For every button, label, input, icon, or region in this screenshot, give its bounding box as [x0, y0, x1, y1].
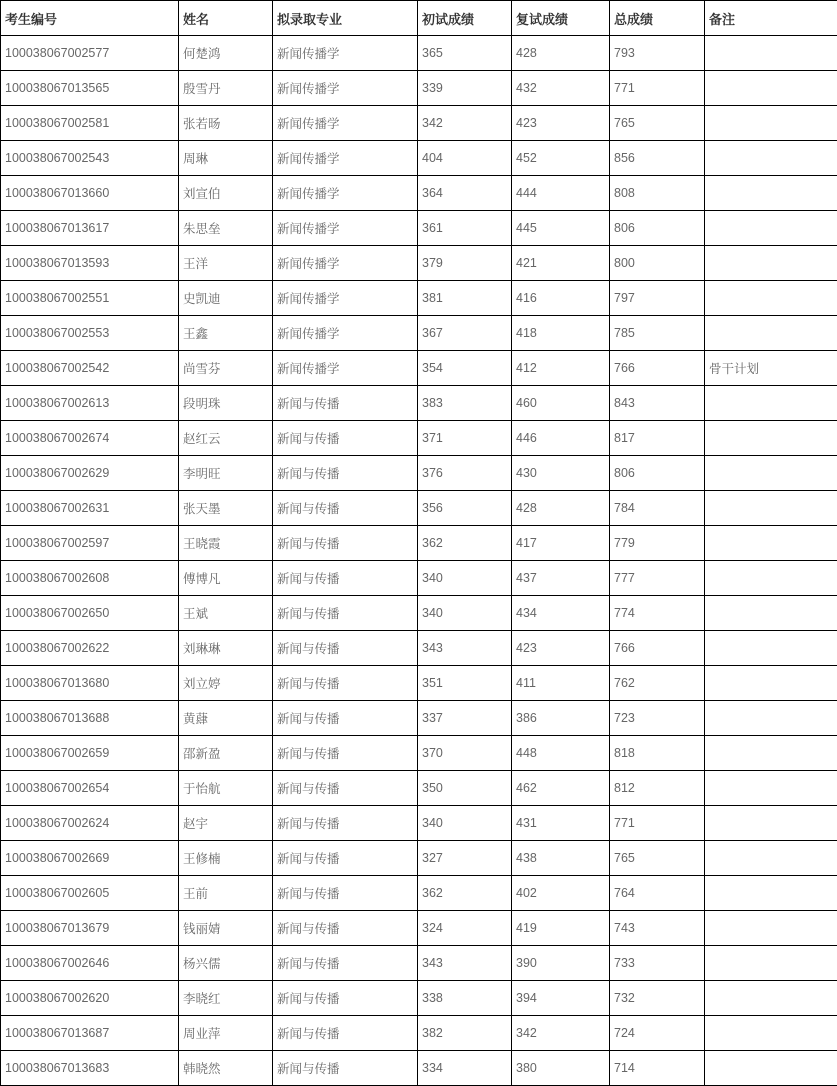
cell-retest-score: 432 — [512, 71, 610, 106]
cell-name: 王鑫 — [179, 316, 273, 351]
cell-major: 新闻传播学 — [273, 316, 418, 351]
cell-major: 新闻传播学 — [273, 246, 418, 281]
cell-retest-score: 430 — [512, 456, 610, 491]
table-row — [1, 701, 837, 736]
cell-retest-score: 448 — [512, 736, 610, 771]
table-row — [1, 386, 837, 421]
cell-total-score: 817 — [610, 421, 705, 456]
cell-candidate-id: 100038067002605 — [1, 876, 179, 911]
cell-major: 新闻与传播 — [273, 526, 418, 561]
cell-candidate-id: 100038067002674 — [1, 421, 179, 456]
cell-initial-score: 327 — [418, 841, 512, 876]
cell-name: 史凯迪 — [179, 281, 273, 316]
cell-retest-score: 342 — [512, 1016, 610, 1051]
cell-major: 新闻与传播 — [273, 666, 418, 701]
cell-initial-score: 324 — [418, 911, 512, 946]
cell-total-score: 812 — [610, 771, 705, 806]
cell-name: 朱思垒 — [179, 211, 273, 246]
cell-total-score: 818 — [610, 736, 705, 771]
cell-name: 刘立婷 — [179, 666, 273, 701]
cell-total-score: 766 — [610, 631, 705, 666]
table-row — [1, 421, 837, 456]
cell-total-score: 732 — [610, 981, 705, 1016]
cell-initial-score: 376 — [418, 456, 512, 491]
cell-name: 尚雪芬 — [179, 351, 273, 386]
cell-initial-score: 342 — [418, 106, 512, 141]
cell-retest-score: 402 — [512, 876, 610, 911]
cell-remark — [705, 701, 837, 736]
cell-remark — [705, 876, 837, 911]
cell-name: 杨兴儒 — [179, 946, 273, 981]
cell-retest-score: 418 — [512, 316, 610, 351]
cell-total-score: 793 — [610, 36, 705, 71]
header-candidate-id: 考生编号 — [1, 1, 179, 36]
cell-initial-score: 381 — [418, 281, 512, 316]
cell-candidate-id: 100038067002622 — [1, 631, 179, 666]
cell-remark — [705, 736, 837, 771]
cell-total-score: 733 — [610, 946, 705, 981]
cell-total-score: 806 — [610, 456, 705, 491]
cell-name: 李晓红 — [179, 981, 273, 1016]
cell-candidate-id: 100038067013687 — [1, 1016, 179, 1051]
cell-name: 于怡航 — [179, 771, 273, 806]
cell-candidate-id: 100038067002608 — [1, 561, 179, 596]
table-row — [1, 806, 837, 841]
cell-major: 新闻传播学 — [273, 211, 418, 246]
cell-remark — [705, 561, 837, 596]
cell-retest-score: 446 — [512, 421, 610, 456]
table-row — [1, 596, 837, 631]
header-row — [1, 1, 837, 36]
cell-total-score: 765 — [610, 841, 705, 876]
cell-total-score: 843 — [610, 386, 705, 421]
cell-major: 新闻与传播 — [273, 1051, 418, 1086]
cell-candidate-id: 100038067013565 — [1, 71, 179, 106]
cell-remark — [705, 911, 837, 946]
table-row — [1, 211, 837, 246]
cell-total-score: 797 — [610, 281, 705, 316]
cell-remark — [705, 526, 837, 561]
table-row — [1, 281, 837, 316]
cell-initial-score: 343 — [418, 946, 512, 981]
cell-name: 韩晓然 — [179, 1051, 273, 1086]
cell-initial-score: 343 — [418, 631, 512, 666]
table-row — [1, 71, 837, 106]
cell-remark — [705, 281, 837, 316]
cell-total-score: 723 — [610, 701, 705, 736]
cell-candidate-id: 100038067002553 — [1, 316, 179, 351]
header-retest-score: 复试成绩 — [512, 1, 610, 36]
cell-major: 新闻与传播 — [273, 421, 418, 456]
cell-candidate-id: 100038067013680 — [1, 666, 179, 701]
cell-candidate-id: 100038067002597 — [1, 526, 179, 561]
cell-total-score: 771 — [610, 806, 705, 841]
cell-total-score: 771 — [610, 71, 705, 106]
cell-remark — [705, 631, 837, 666]
cell-remark — [705, 666, 837, 701]
cell-name: 赵红云 — [179, 421, 273, 456]
cell-initial-score: 362 — [418, 526, 512, 561]
cell-major: 新闻传播学 — [273, 36, 418, 71]
cell-remark — [705, 1016, 837, 1051]
cell-candidate-id: 100038067002543 — [1, 141, 179, 176]
cell-retest-score: 386 — [512, 701, 610, 736]
table-row — [1, 1051, 837, 1086]
cell-remark — [705, 246, 837, 281]
cell-name: 张若旸 — [179, 106, 273, 141]
cell-candidate-id: 100038067002551 — [1, 281, 179, 316]
cell-major: 新闻与传播 — [273, 946, 418, 981]
cell-total-score: 766 — [610, 351, 705, 386]
cell-major: 新闻与传播 — [273, 631, 418, 666]
cell-name: 王前 — [179, 876, 273, 911]
cell-major: 新闻传播学 — [273, 141, 418, 176]
cell-total-score: 762 — [610, 666, 705, 701]
cell-remark — [705, 1051, 837, 1086]
cell-name: 段明珠 — [179, 386, 273, 421]
cell-candidate-id: 100038067002669 — [1, 841, 179, 876]
cell-name: 钱丽婧 — [179, 911, 273, 946]
cell-retest-score: 411 — [512, 666, 610, 701]
cell-retest-score: 423 — [512, 631, 610, 666]
cell-retest-score: 380 — [512, 1051, 610, 1086]
cell-major: 新闻与传播 — [273, 876, 418, 911]
table-row — [1, 491, 837, 526]
table-row — [1, 1016, 837, 1051]
cell-major: 新闻与传播 — [273, 911, 418, 946]
cell-retest-score: 423 — [512, 106, 610, 141]
cell-major: 新闻与传播 — [273, 841, 418, 876]
cell-major: 新闻与传播 — [273, 701, 418, 736]
cell-name: 周业萍 — [179, 1016, 273, 1051]
header-remark: 备注 — [705, 1, 837, 36]
cell-candidate-id: 100038067002659 — [1, 736, 179, 771]
cell-remark — [705, 491, 837, 526]
cell-candidate-id: 100038067002650 — [1, 596, 179, 631]
cell-remark — [705, 456, 837, 491]
cell-initial-score: 334 — [418, 1051, 512, 1086]
cell-retest-score: 390 — [512, 946, 610, 981]
cell-candidate-id: 100038067002631 — [1, 491, 179, 526]
table-row — [1, 246, 837, 281]
cell-remark — [705, 841, 837, 876]
cell-retest-score: 438 — [512, 841, 610, 876]
cell-candidate-id: 100038067002624 — [1, 806, 179, 841]
cell-initial-score: 379 — [418, 246, 512, 281]
cell-retest-score: 431 — [512, 806, 610, 841]
cell-initial-score: 356 — [418, 491, 512, 526]
cell-major: 新闻传播学 — [273, 71, 418, 106]
cell-name: 殷雪丹 — [179, 71, 273, 106]
cell-retest-score: 421 — [512, 246, 610, 281]
table-row — [1, 771, 837, 806]
table-row — [1, 351, 837, 386]
cell-total-score: 724 — [610, 1016, 705, 1051]
cell-major: 新闻与传播 — [273, 771, 418, 806]
cell-total-score: 764 — [610, 876, 705, 911]
cell-remark — [705, 596, 837, 631]
table-row — [1, 981, 837, 1016]
cell-initial-score: 338 — [418, 981, 512, 1016]
cell-remark — [705, 421, 837, 456]
cell-candidate-id: 100038067002613 — [1, 386, 179, 421]
cell-total-score: 856 — [610, 141, 705, 176]
cell-remark — [705, 946, 837, 981]
cell-major: 新闻传播学 — [273, 176, 418, 211]
cell-name: 王修楠 — [179, 841, 273, 876]
cell-candidate-id: 100038067002629 — [1, 456, 179, 491]
cell-name: 黄蕼 — [179, 701, 273, 736]
cell-total-score: 765 — [610, 106, 705, 141]
table-row — [1, 841, 837, 876]
cell-name: 刘宣伯 — [179, 176, 273, 211]
table-row — [1, 561, 837, 596]
table-row — [1, 176, 837, 211]
cell-candidate-id: 100038067013617 — [1, 211, 179, 246]
cell-name: 刘琳琳 — [179, 631, 273, 666]
cell-name: 赵宇 — [179, 806, 273, 841]
cell-candidate-id: 100038067013679 — [1, 911, 179, 946]
cell-initial-score: 350 — [418, 771, 512, 806]
table-row — [1, 666, 837, 701]
cell-major: 新闻传播学 — [273, 281, 418, 316]
cell-total-score: 806 — [610, 211, 705, 246]
cell-candidate-id: 100038067013688 — [1, 701, 179, 736]
cell-total-score: 714 — [610, 1051, 705, 1086]
cell-initial-score: 365 — [418, 36, 512, 71]
table-row — [1, 876, 837, 911]
cell-total-score: 784 — [610, 491, 705, 526]
cell-initial-score: 351 — [418, 666, 512, 701]
cell-initial-score: 364 — [418, 176, 512, 211]
cell-major: 新闻与传播 — [273, 596, 418, 631]
table-row — [1, 526, 837, 561]
cell-initial-score: 361 — [418, 211, 512, 246]
table-row — [1, 946, 837, 981]
cell-initial-score: 367 — [418, 316, 512, 351]
cell-total-score: 808 — [610, 176, 705, 211]
table-row — [1, 631, 837, 666]
cell-initial-score: 383 — [418, 386, 512, 421]
cell-name: 周琳 — [179, 141, 273, 176]
header-name: 姓名 — [179, 1, 273, 36]
cell-initial-score: 339 — [418, 71, 512, 106]
cell-total-score: 785 — [610, 316, 705, 351]
cell-total-score: 743 — [610, 911, 705, 946]
cell-name: 王晓霞 — [179, 526, 273, 561]
table-row — [1, 316, 837, 351]
cell-candidate-id: 100038067013683 — [1, 1051, 179, 1086]
cell-candidate-id: 100038067002620 — [1, 981, 179, 1016]
cell-candidate-id: 100038067002577 — [1, 36, 179, 71]
cell-total-score: 779 — [610, 526, 705, 561]
table-row — [1, 106, 837, 141]
cell-initial-score: 370 — [418, 736, 512, 771]
cell-remark — [705, 106, 837, 141]
header-major: 拟录取专业 — [273, 1, 418, 36]
table-row — [1, 736, 837, 771]
cell-name: 何楚鸿 — [179, 36, 273, 71]
cell-retest-score: 452 — [512, 141, 610, 176]
cell-name: 王洋 — [179, 246, 273, 281]
table-row — [1, 141, 837, 176]
cell-candidate-id: 100038067002542 — [1, 351, 179, 386]
cell-major: 新闻与传播 — [273, 491, 418, 526]
cell-candidate-id: 100038067002646 — [1, 946, 179, 981]
cell-retest-score: 444 — [512, 176, 610, 211]
cell-retest-score: 428 — [512, 491, 610, 526]
cell-total-score: 800 — [610, 246, 705, 281]
cell-initial-score: 371 — [418, 421, 512, 456]
cell-name: 傅博凡 — [179, 561, 273, 596]
cell-retest-score: 445 — [512, 211, 610, 246]
cell-initial-score: 340 — [418, 806, 512, 841]
cell-retest-score: 419 — [512, 911, 610, 946]
cell-major: 新闻与传播 — [273, 981, 418, 1016]
cell-remark — [705, 771, 837, 806]
cell-remark — [705, 71, 837, 106]
cell-major: 新闻与传播 — [273, 456, 418, 491]
cell-retest-score: 460 — [512, 386, 610, 421]
cell-retest-score: 394 — [512, 981, 610, 1016]
cell-major: 新闻与传播 — [273, 806, 418, 841]
cell-retest-score: 416 — [512, 281, 610, 316]
cell-candidate-id: 100038067002654 — [1, 771, 179, 806]
cell-remark — [705, 386, 837, 421]
cell-retest-score: 412 — [512, 351, 610, 386]
cell-name: 李明旺 — [179, 456, 273, 491]
cell-retest-score: 462 — [512, 771, 610, 806]
cell-name: 张天墨 — [179, 491, 273, 526]
cell-total-score: 777 — [610, 561, 705, 596]
cell-candidate-id: 100038067013660 — [1, 176, 179, 211]
cell-major: 新闻与传播 — [273, 386, 418, 421]
cell-remark — [705, 806, 837, 841]
table-row — [1, 36, 837, 71]
header-total-score: 总成绩 — [610, 1, 705, 36]
cell-major: 新闻与传播 — [273, 736, 418, 771]
cell-remark — [705, 211, 837, 246]
cell-remark — [705, 316, 837, 351]
table-header — [1, 1, 837, 36]
cell-remark — [705, 176, 837, 211]
cell-remark — [705, 981, 837, 1016]
cell-major: 新闻与传播 — [273, 1016, 418, 1051]
table-row — [1, 911, 837, 946]
cell-retest-score: 437 — [512, 561, 610, 596]
table-row — [1, 456, 837, 491]
cell-remark: 骨干计划 — [705, 351, 837, 386]
cell-initial-score: 354 — [418, 351, 512, 386]
cell-candidate-id: 100038067013593 — [1, 246, 179, 281]
cell-initial-score: 337 — [418, 701, 512, 736]
cell-remark — [705, 36, 837, 71]
cell-major: 新闻传播学 — [273, 351, 418, 386]
cell-initial-score: 340 — [418, 596, 512, 631]
cell-name: 王斌 — [179, 596, 273, 631]
cell-initial-score: 340 — [418, 561, 512, 596]
cell-retest-score: 417 — [512, 526, 610, 561]
header-initial-score: 初试成绩 — [418, 1, 512, 36]
cell-initial-score: 362 — [418, 876, 512, 911]
cell-total-score: 774 — [610, 596, 705, 631]
cell-major: 新闻与传播 — [273, 561, 418, 596]
table-body — [1, 36, 837, 1086]
cell-initial-score: 404 — [418, 141, 512, 176]
cell-remark — [705, 141, 837, 176]
cell-candidate-id: 100038067002581 — [1, 106, 179, 141]
cell-retest-score: 428 — [512, 36, 610, 71]
cell-initial-score: 382 — [418, 1016, 512, 1051]
cell-name: 邵新盈 — [179, 736, 273, 771]
cell-major: 新闻传播学 — [273, 106, 418, 141]
cell-retest-score: 434 — [512, 596, 610, 631]
